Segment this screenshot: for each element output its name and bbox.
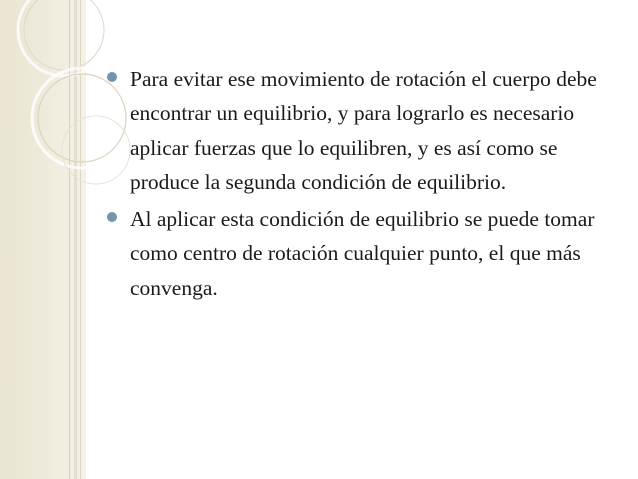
bullet-text: Para evitar ese movimiento de rotación el cuerpo debe encontrar un equilibrio, y para lograrlo es necesario aplicar fuerzas que lo equilibren, y es así como se produce la segunda condición de equilibrio. — [130, 67, 597, 194]
circle-bullet-icon — [106, 71, 118, 83]
bullet-list — [106, 62, 616, 308]
bullet-item — [106, 62, 616, 199]
bullet-item — [106, 202, 616, 305]
bullet-text: Al aplicar esta condición de equilibrio se puede tomar como centro de rotación cualquier punto, el que más convenga. — [130, 207, 595, 300]
circle-bullet-icon — [106, 211, 118, 223]
